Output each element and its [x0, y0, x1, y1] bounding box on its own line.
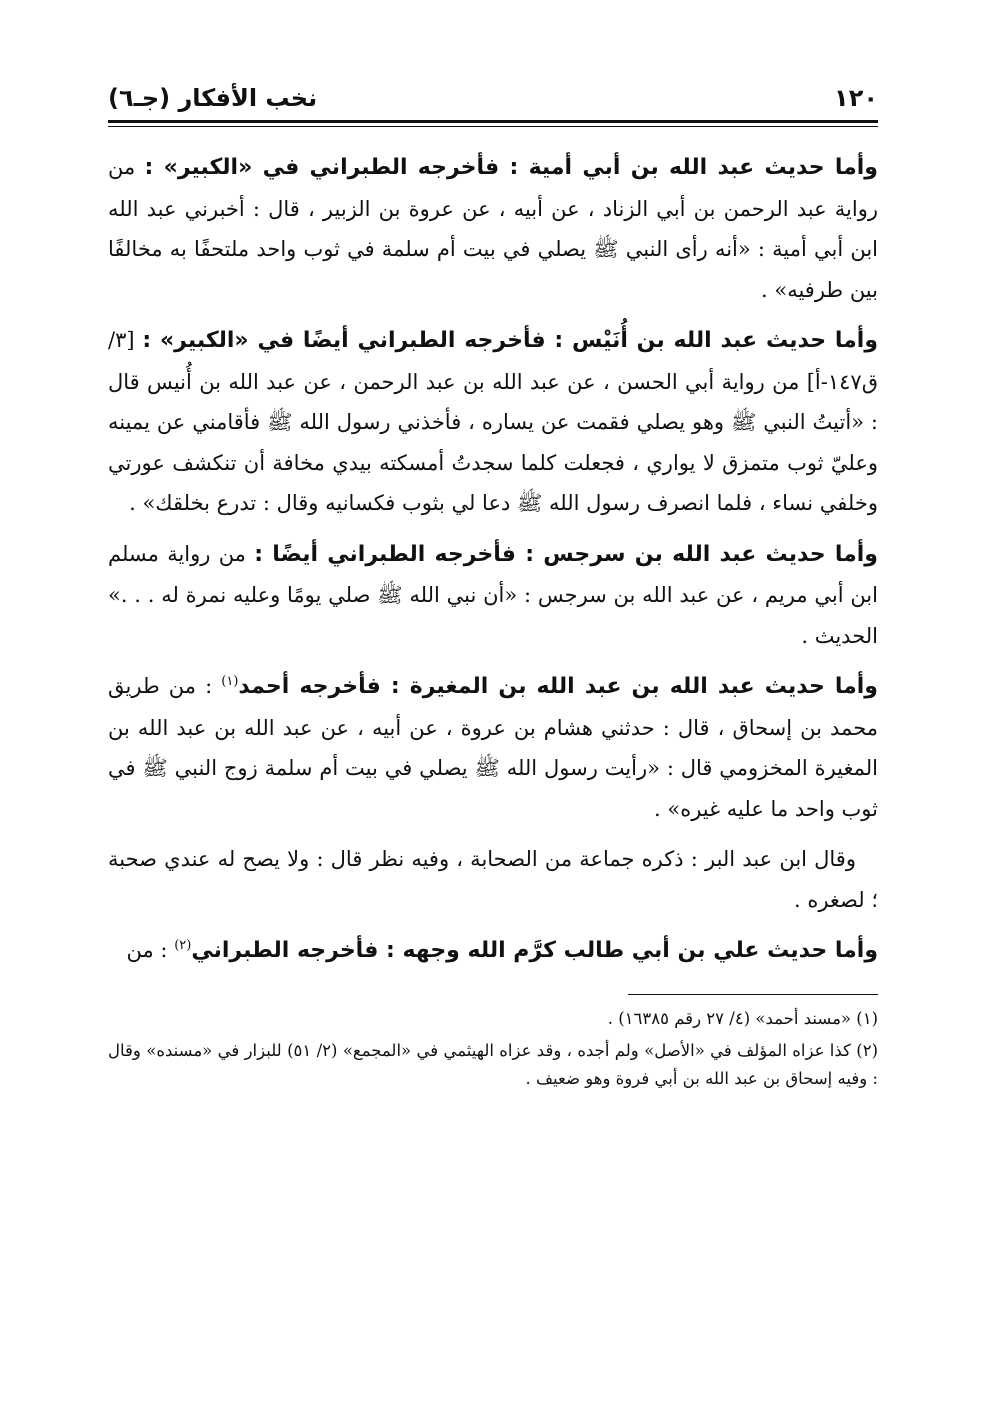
- footnote-1: (١) «مسند أحمد» (٤/ ٢٧ رقم ١٦٣٨٥) .: [607, 1008, 878, 1028]
- running-header: [108, 74, 878, 114]
- paragraph-body: : من: [126, 938, 175, 962]
- paragraph-abdullah-ibn-al-mughira: [108, 666, 878, 829]
- footnote-reference[interactable]: (٢): [174, 938, 192, 953]
- paragraph-abdullah-ibn-sarjis: [108, 534, 878, 657]
- header-rule-thin: [108, 126, 878, 127]
- paragraph-body: من رواية مسلم ابن أبي مريم ، عن عبد الله بن سرجس : «أن نبي الله ﷺ صلي يومًا وعليه نمرة له . . .» الحديث .: [108, 541, 878, 648]
- footnote-reference[interactable]: (١): [221, 674, 239, 689]
- paragraph-lead: وأما حديث عبد الله بن عبد الله بن المغيرة : فأخرجه أحمد: [238, 674, 878, 699]
- paragraph-lead: وأما حديث عبد الله بن أبي أمية : فأخرجه الطبراني في «الكبير» :: [144, 155, 878, 180]
- body-text: [108, 147, 878, 972]
- paragraph-lead: وأما حديث علي بن أبي طالب كرَّم الله وجهه : فأخرجه الطبراني: [191, 938, 878, 963]
- footnotes: [108, 1005, 878, 1093]
- header-rule-thick: [108, 120, 878, 123]
- paragraph-lead: وأما حديث عبد الله بن أُنَيْس : فأخرجه الطبراني أيضًا في «الكبير» :: [142, 328, 878, 353]
- paragraph-ibn-abd-al-barr: [108, 839, 878, 920]
- page-number: ١٢٠: [834, 84, 878, 112]
- paragraph-body: : من طريق محمد بن إسحاق ، قال : حدثني هشام بن عروة ، عن أبيه ، عن عبد الله بن عبد الله بن المغيرة المخزومي قال : «رأيت رسول الله ﷺ يصلي في بيت أم سلمة زوج النبي ﷺ في ثوب واحد ما عليه غيره» .: [108, 674, 878, 821]
- paragraph-body: وقال ابن عبد البر : ذكره جماعة من الصحابة ، وفيه نظر قال : ولا يصح له عندي صحبة ؛ لصغره .: [108, 847, 878, 912]
- paragraph-lead: وأما حديث عبد الله بن سرجس : فأخرجه الطبراني أيضًا :: [254, 541, 878, 567]
- paragraph-ali-ibn-abi-talib: [108, 930, 878, 972]
- footnote-2: (٢) كذا عزاه المؤلف في «الأصل» ولم أجده ، وقد عزاه الهيثمي في «المجمع» (٢/ ٥١) للبزار في «مسنده» وقال : وفيه إسحاق بن عبد الله بن أبي فروة وهو ضعيف .: [108, 1040, 878, 1088]
- paragraph-abdullah-ibn-abi-umayya: [108, 147, 878, 310]
- book-page: [108, 74, 878, 1097]
- paragraph-body: من رواية عبد الرحمن بن أبي الزناد ، عن أبيه ، عن عروة بن الزبير ، قال : أخبرني عبد الله ابن أبي أمية : «أنه رأى النبي ﷺ يصلي في بيت أم سلمة في ثوب واحد ملتحفًا به مخالفًا بين طرفيه» .: [108, 155, 878, 302]
- book-title: نخب الأفكار (جـ٦): [108, 84, 318, 112]
- footnote-separator: [628, 994, 878, 995]
- paragraph-abdullah-ibn-unays: [108, 320, 878, 524]
- paragraph-body: [٣/ ق١٤٧-أ] من رواية أبي الحسن ، عن عبد الله بن عبد الرحمن ، عن عبد الله بن أُنيس قال : «أتيتُ النبي ﷺ وهو يصلي فقمت عن يساره ، فأخذني رسول الله ﷺ فأقامني عن يمينه وعليّ ثوب متمزق لا يواري ، فجعلت كلما سجدتُ أمسكته بيدي مخافة أن تنكشف عورتي وخلفي نساء ، فلما انصرف رسول الله ﷺ دعا لي بثوب فكسانيه وقال : تدرع بخلقك» .: [108, 328, 878, 515]
